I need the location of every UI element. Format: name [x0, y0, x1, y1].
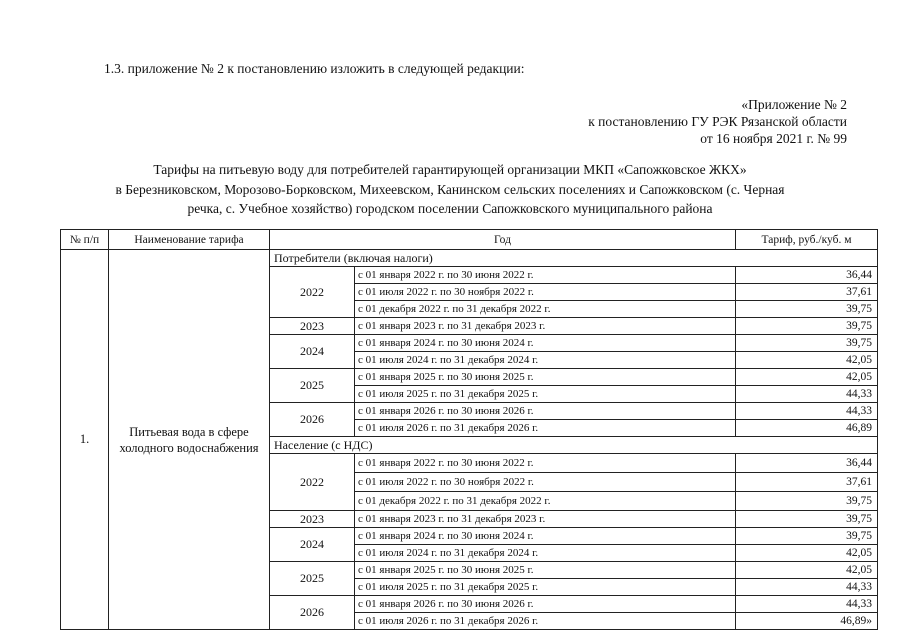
year-cell: 2024: [270, 528, 355, 562]
period-cell: с 01 января 2026 г. по 30 июня 2026 г.: [355, 596, 736, 613]
price-cell: 42,05: [736, 369, 878, 386]
title-line-2: в Березниковском, Морозово-Борковском, Михеевском, Канинском сельских поселениях и Сапожковском (с. Черная: [115, 181, 785, 197]
appendix-line-3: от 16 ноября 2021 г. № 99: [700, 131, 847, 146]
year-cell: 2025: [270, 562, 355, 596]
period-cell: с 01 декабря 2022 г. по 31 декабря 2022 г.: [355, 301, 736, 318]
period-cell: с 01 января 2025 г. по 30 июня 2025 г.: [355, 562, 736, 579]
price-cell: 37,61: [736, 473, 878, 492]
price-cell: 46,89: [736, 420, 878, 437]
year-cell: 2022: [270, 267, 355, 318]
period-cell: с 01 января 2026 г. по 30 июня 2026 г.: [355, 403, 736, 420]
year-cell: 2022: [270, 454, 355, 511]
period-cell: с 01 июля 2024 г. по 31 декабря 2024 г.: [355, 545, 736, 562]
header-year: Год: [270, 230, 736, 250]
year-cell: 2023: [270, 318, 355, 335]
appendix-line-1: «Приложение № 2: [741, 97, 847, 112]
period-cell: с 01 июля 2024 г. по 31 декабря 2024 г.: [355, 352, 736, 369]
price-cell: 44,33: [736, 386, 878, 403]
intro-paragraph: 1.3. приложение № 2 к постановлению изложить в следующей редакции:: [104, 61, 525, 76]
period-cell: с 01 января 2022 г. по 30 июня 2022 г.: [355, 454, 736, 473]
period-cell: с 01 июля 2022 г. по 30 ноября 2022 г.: [355, 473, 736, 492]
tariff-name: Питьевая вода в сфере холодного водоснабжения: [109, 250, 270, 630]
price-cell: 42,05: [736, 562, 878, 579]
period-cell: с 01 декабря 2022 г. по 31 декабря 2022 г.: [355, 492, 736, 511]
price-cell: 36,44: [736, 267, 878, 284]
header-tariff: Тариф, руб./куб. м: [736, 230, 878, 250]
document-title: [60, 160, 840, 219]
price-cell: 44,33: [736, 403, 878, 420]
price-cell: 39,75: [736, 335, 878, 352]
price-cell: 42,05: [736, 352, 878, 369]
period-cell: с 01 июля 2025 г. по 31 декабря 2025 г.: [355, 386, 736, 403]
year-cell: 2026: [270, 403, 355, 437]
table-header-row: [61, 230, 878, 250]
year-cell: 2025: [270, 369, 355, 403]
price-cell: 39,75: [736, 492, 878, 511]
period-cell: с 01 июля 2025 г. по 31 декабря 2025 г.: [355, 579, 736, 596]
group-row: [61, 250, 878, 267]
price-cell: 36,44: [736, 454, 878, 473]
row-number: 1.: [61, 250, 109, 630]
period-cell: с 01 июля 2026 г. по 31 декабря 2026 г.: [355, 420, 736, 437]
period-cell: с 01 июля 2022 г. по 30 ноября 2022 г.: [355, 284, 736, 301]
period-cell: с 01 января 2022 г. по 30 июня 2022 г.: [355, 267, 736, 284]
year-cell: 2024: [270, 335, 355, 369]
period-cell: с 01 января 2023 г. по 31 декабря 2023 г.: [355, 318, 736, 335]
header-name: Наименование тарифа: [109, 230, 270, 250]
price-cell: 39,75: [736, 528, 878, 545]
period-cell: с 01 января 2024 г. по 30 июня 2024 г.: [355, 335, 736, 352]
price-cell: 46,89»: [736, 613, 878, 630]
price-cell: 39,75: [736, 318, 878, 335]
appendix-line-2: к постановлению ГУ РЭК Рязанской области: [588, 114, 847, 129]
period-cell: с 01 января 2025 г. по 30 июня 2025 г.: [355, 369, 736, 386]
price-cell: 44,33: [736, 579, 878, 596]
group-label: Население (с НДС): [270, 437, 878, 454]
title-line-3: речка, с. Учебное хозяйство) городском поселении Сапожковского муниципального района: [187, 201, 713, 216]
price-cell: 42,05: [736, 545, 878, 562]
year-cell: 2026: [270, 596, 355, 630]
period-cell: с 01 июля 2026 г. по 31 декабря 2026 г.: [355, 613, 736, 630]
period-cell: с 01 января 2024 г. по 30 июня 2024 г.: [355, 528, 736, 545]
period-cell: с 01 января 2023 г. по 31 декабря 2023 г.: [355, 511, 736, 528]
price-cell: 39,75: [736, 301, 878, 318]
year-cell: 2023: [270, 511, 355, 528]
price-cell: 37,61: [736, 284, 878, 301]
price-cell: 44,33: [736, 596, 878, 613]
tariff-table: [60, 229, 878, 630]
title-line-1: Тарифы на питьевую воду для потребителей гарантирующей организации МКП «Сапожковское ЖКХ»: [153, 162, 747, 177]
group-label: Потребители (включая налоги): [270, 250, 878, 267]
appendix-header: [588, 96, 847, 147]
price-cell: 39,75: [736, 511, 878, 528]
header-num: № п/п: [61, 230, 109, 250]
